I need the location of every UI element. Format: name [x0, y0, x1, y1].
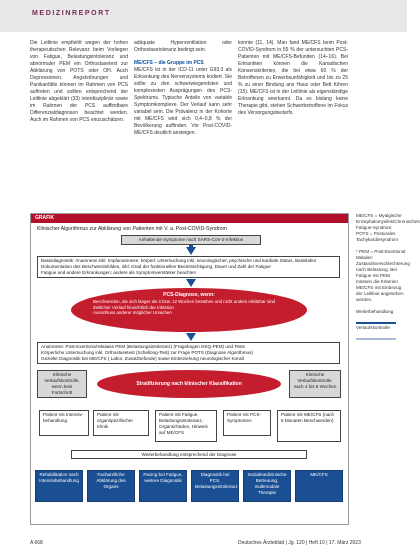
- pcs-criterion: Beschwerden, die sich länger als 4 bzw. 12 Wochen bestehen und nicht anders erklärbar sind: [93, 299, 275, 304]
- branch-box-mecfs: Patient mit ME/CFS (nach 6 Monaten Beschwerden): [277, 410, 341, 442]
- legend: [356, 309, 406, 325]
- pcs-criterion: Zeitlicher Verlauf hinsichtlich der Infektion: [93, 304, 174, 310]
- pcs-diagnosis-title: PCS-Diagnose, wenn:: [163, 292, 215, 298]
- outcome-box-organ: Facharztliche Abklärung des Organs: [87, 470, 135, 502]
- outcome-box-pcs: Diagnostik bei PCS, Belastungsintoleranz: [191, 470, 239, 502]
- text-column-3: [238, 40, 348, 117]
- legend: [356, 325, 406, 341]
- page-number: A 668: [30, 540, 43, 546]
- legend-line-blue: [356, 322, 396, 324]
- report-title: MEDIZINREPORT: [32, 10, 111, 17]
- flow-arrow-down-icon: [186, 247, 196, 255]
- figure-label: GRAFIK: [35, 215, 55, 221]
- further-diagnostics-item: Körperliche Untersuchung inkl. Orthostasetest (Schellong-Test) zur Frage POTS (Diagnose Algorithmus): [41, 350, 253, 355]
- outcome-box-rehab: Rehabilitation nach Intensivbehandlung: [35, 470, 83, 502]
- legend-label-a: Weiterbehandlung: [356, 309, 394, 314]
- further-diagnostics-item: Anamnese: Post-Exertional-Malaise PEM (Belastungsintoleranz) (Fragebogen DSQ-PEM) und Tests: [41, 344, 245, 349]
- pcs-criterion: Ausschluss anderer möglicher Ursachen: [93, 310, 172, 315]
- text-column-1: [30, 40, 128, 124]
- branch-box-intensive: Patient mit Intensiv-behandlung: [39, 410, 89, 436]
- outcome-box-mecfs: ME/CFS: [295, 470, 343, 502]
- branch-box-organ: Patient mit organspezifischer Klinik: [93, 410, 149, 436]
- basic-diagnostics-item: Dokumentation des Beschwerdebildes, inkl. Grad der funktionellen Beeinträchtigung, Dauer und Zahl der Fatigue: [41, 264, 271, 269]
- basic-diagnostics-item: Basisdiagnostik: Anamnese inkl. Impfanamnese, körperl. Untersuchung inkl. neurologischer, psychische und kardiale Status, Basislabor: [41, 258, 317, 263]
- column-1-text: Die Leitlinie empfiehlt wegen der hohen therapeutischen Relevanz beim Vorliegen von Fatigue, Belastungsintoleranz und abnormaler PEM ein Orthostasetest zur Abklärung von POTS oder OH. Auch Depressionen, Angststörungen und Panikanfälle können im Rahmen von PCS auftreten und sollten entsprechend der Leitlinie abgeklärt (33) interdisziplinär sowie im Rahmen der PCS auffindbare Differenzialdiagnosen beachtet werden. Auch im Rahmen von PCS einzuschätzen.: [30, 40, 128, 123]
- flow-arrow-down-icon: [186, 279, 196, 287]
- branch-box-pcs: Patient mit PCS-Symptomen: [223, 410, 271, 436]
- journal-citation: Deutsches Ärzteblatt | Jg. 120 | Heft 10 | 17. März 2023: [238, 540, 361, 546]
- further-diagnostics-item: Gezielte Diagnostik bei ME/CFS ( Labor, Zusatzbefunde) sowie Einbeziehung neurologischer Konsil: [41, 356, 244, 361]
- text-column-2: [134, 40, 232, 137]
- column-2-text: ME/CFS ist in der ICD-11 unter G93.3 als Erkrankung des Nervensystems kodiert. Sie sollte zu den schwerwiegendsten und komplexesten Ausprägungen des PCS-Spektrums. Typische Anteile von variable Symptomkomplexe. Der Verlauf kann sehr variabel sein. Die Prävalenz in der Kohorte mit ME/CFS wird sich 0,4–0,8 % der Bevölkerung auffinden. Vor Post-COVID-ME/CFS deutlich ansteigen.: [134, 67, 232, 136]
- outcome-box-pacing: Pacing bei Fatigue, weitere Diagnostik: [139, 470, 187, 502]
- further-treatment-box: Weiterbehandlung entsprechend der Diagnose: [71, 450, 307, 459]
- stratification-oval: Stratifizierung nach klinischer Klassifikation: [97, 370, 281, 398]
- legend-label-b: Verlaufskontrolle: [356, 325, 390, 330]
- follow-up-right-box: Klinische Verlaufskontrolle, nach 4 bis 6 Wochen: [289, 370, 341, 398]
- pcs-diagnosis-criteria: [71, 298, 307, 317]
- basic-diagnostics-box: [37, 256, 340, 278]
- flow-arrow-down-icon: [186, 333, 196, 341]
- figure-label-bar: [31, 214, 348, 223]
- flowchart-figure: [30, 213, 349, 525]
- basic-diagnostics-item: Fatigue und andere Erkrankungen; andere als Symptomverstärker beachten: [41, 270, 197, 275]
- flow-start-box: Anhaltende Symptome nach SARS-CoV-2-Infektion: [121, 235, 261, 245]
- follow-up-left-box: Klinische Verlaufskontrolle, wenn kein Fortschritt: [37, 370, 87, 398]
- column-2-intro: adäquate Hyperventilation oder Orthostasetoleranz bedingt sein.: [134, 40, 232, 53]
- pcs-diagnosis-oval: [71, 288, 307, 332]
- figure-sidebar: [356, 213, 420, 341]
- outcome-box-social: Sozialmedizinische Betreuung, multimodale Therapie: [243, 470, 291, 502]
- branch-box-fatigue: Patient mit Fatigue, Belastungsintoleranz, Organschäden, Hinweis auf ME/CFS: [155, 410, 217, 442]
- pem-note: * PEM = Post-Exertional Malaise; Zustandsverschlechterung nach Belastung. Bei Fatigue mit PEM müssen die Kriterien ME/CFS mit Einbezug der Leitlinie angesehen werden.: [356, 249, 410, 302]
- legend-line-gray: [356, 338, 396, 340]
- column-3-text: konnte (11, 14). Man fand ME/CFS beim Post-COVID-Syndrom in 55 % der untersuchten PCS-Patienten mit ME/CFS-Befunden (14–16). Bei Erkrankten können die Kanadischen Konsenskriterien, die bei etwa 60 % der Betroffenen zu Erwerbsunfähigkeit und bis zu 25 % zu einer Bindung ans Haus oder Bett führen (15). ME/CFS ist in der Leitlinie als eigenständige Erkrankung anerkannt. Da es bislang keine Therapie gibt, stehen Schwerbetroffene im Fokus des Versorgungsbedarfs.: [238, 40, 348, 116]
- abbreviation-note: ME/CFS = Myalgische Enzephalomyelitis/Chronisches Fatigue-Syndrom; POTS = Posturales Tachykardiesyndrom: [356, 213, 420, 242]
- figure-title: Klinischer Algorithmus zur Abklärung von Patienten mit V. a. Post-COVID-Syndrom: [37, 226, 227, 232]
- report-header: [0, 0, 407, 32]
- further-diagnostics-box: [37, 342, 340, 364]
- subheading: ME/CFS – die Gruppe im PCS: [134, 60, 204, 66]
